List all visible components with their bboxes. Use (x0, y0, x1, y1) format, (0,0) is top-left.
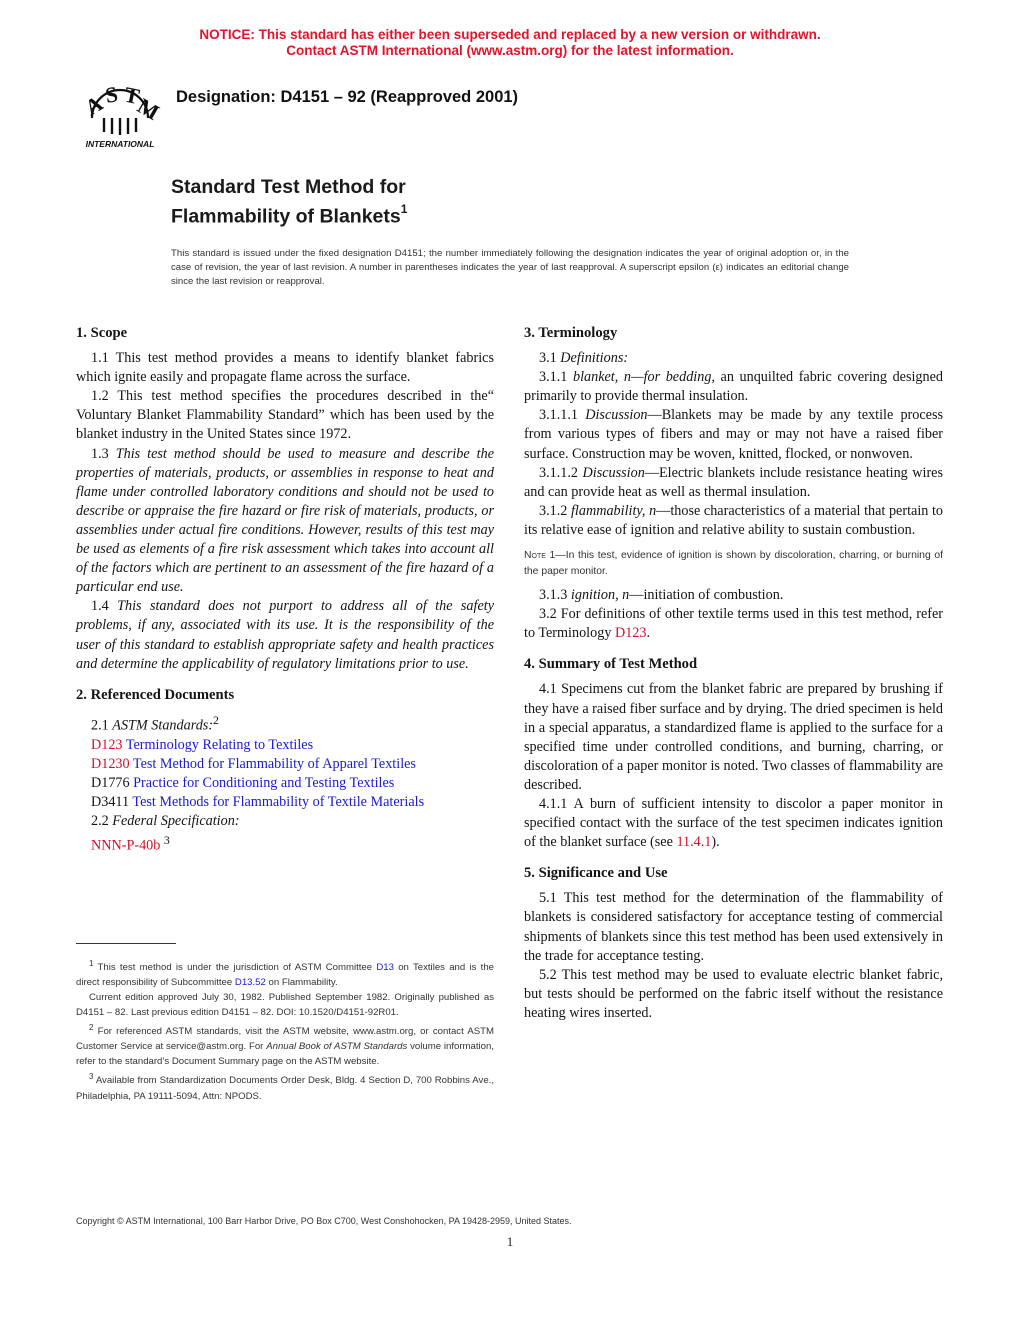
para-2-1: 2.1 ASTM Standards:$^2$ (91, 712, 219, 734)
link-11-4-1[interactable]: 11.4.1 (676, 834, 712, 851)
para-3-1-1-2: 3.1.1.2 Discussion—Electric blankets include resistance heating wires and can provide heat as well as thermal insulation. (524, 464, 944, 500)
para-1-3: 1.3 This test method should be used to measure and describe the properties of materials, products, or assemblies in response to heat and flame under controlled laboratory conditions and should not be used to describe or appraise the fire hazard or fire risk of materials, products, or assemblies under actual fire conditions. However, results of this test may be used as elements of a fire risk assessment which takes into account all of the factors which are pertinent to an assessment of the fire hazard of a particular end use. (76, 445, 495, 596)
ref-item-d123[interactable]: D123 Terminology Relating to Textiles (91, 736, 314, 753)
ref-item-d1230[interactable]: D1230 Test Method for Flammability of Apparel Textiles (91, 755, 416, 772)
section-5-heading: 5. Significance and Use (524, 865, 668, 882)
footnote-3: $^3$ Available from Standardization Documents Order Desk, Bldg. 4 Section D, 700 Robbins Ave., Philadelphia, PA 19111-5094, Attn: NPODS. (76, 1072, 494, 1102)
title-footnote-mark: 1 (400, 202, 408, 216)
section-1-heading: 1. Scope (76, 325, 128, 341)
notice-line-1: NOTICE: This standard has either been superseded and replaced by a new version or withdrawn. (199, 27, 821, 42)
page-number: 1 (506, 1234, 514, 1249)
issuance-paragraph: This standard is issued under the fixed designation D4151; the number immediately following the designation indicates the year of original adoption or, in the case of revision, the year of last revision. A number in parentheses indicates the year of last reapproval. A superscript epsilon (ε) indicates an editorial change since the last revision or reapproval. (171, 248, 849, 287)
para-4-1-1: 4.1.1 A burn of sufficient intensity to discolor a paper monitor in specified contact with the surface of the test specimen indicates ignition of the blanket surface (see 11.4.1). (524, 795, 943, 851)
title-line-2: Flammability of Blankets (171, 205, 401, 228)
ref-item-nnn-p-40b[interactable]: NNN-P-40b $^3$ (91, 833, 170, 854)
ref-item-d1776[interactable]: D1776 Practice for Conditioning and Testing Textiles (91, 774, 395, 791)
link-d13[interactable]: D13 (376, 962, 394, 974)
title-line-1: Standard Test Method for (171, 176, 406, 198)
ref-item-d3411[interactable]: D3411 Test Methods for Flammability of Textile Materials (91, 793, 425, 810)
footnotes (76, 956, 494, 1104)
para-1-2: 1.2 This test method specifies the procedures described in the“ Voluntary Blanket Flammability Standard” which has been used by the blanket industry in the United States since 1972. (76, 388, 494, 443)
svg-text:T: T (122, 81, 142, 110)
footnote-1-edition: Current edition approved July 30, 1982. Published September 1982. Originally published as D4151 – 82. Last previous edition D4151 – 82. DOI: 10.1520/D4151-92R01. (76, 992, 494, 1019)
copyright-line: Copyright © ASTM International, 100 Barr Harbor Drive, PO Box C700, West Conshohocken, PA 19428-2959, United States. (76, 1216, 572, 1226)
right-column (524, 324, 943, 1023)
svg-text:S: S (103, 81, 120, 108)
para-3-2: 3.2 For definitions of other textile terms used in this test method, refer to Terminology D123. (524, 606, 943, 642)
footnote-1: $^1$ This test method is under the jurisdiction of ASTM Committee D13 on Textiles and is the direct responsibility of Subcommittee D13.52 on Flammability. (76, 959, 494, 989)
para-3-1-1: 3.1.1 blanket, n—for bedding, an unquilted fabric covering designed primarily to provide thermal insulation. (524, 369, 944, 405)
section-2-heading: 2. Referenced Documents (76, 686, 235, 703)
para-4-1: 4.1 Specimens cut from the blanket fabric are prepared by brushing if they have a raised fiber surface and by drying. The dried specimen is held in a special apparatus, a standardized flame is applied to the surface for a specified time under controlled conditions, and burning, charring, or discoloration of a paper monitor is noted. Two classes of flammability are described. (524, 681, 943, 793)
para-3-1-3: 3.1.3 ignition, n—initiation of combustion. (539, 587, 784, 604)
logo-caption: INTERNATIONAL (85, 139, 155, 149)
para-5-1: 5.1 This test method for the determination of the flammability of blankets is considered satisfactory for acceptance testing of commercial shipments of blankets since this test method has been used extensively in the trade for acceptance testing. (524, 890, 943, 964)
para-1-4: 1.4 This standard does not purport to address all of the safety problems, if any, associated with its use. It is the responsibility of the user of this standard to establish appropriate safety and health practices and determine the applicability of regulatory limitations prior to use. (76, 598, 494, 672)
notice-line-2: Contact ASTM International (www.astm.org) for the latest information. (286, 43, 734, 58)
para-5-2: 5.2 This test method may be used to evaluate electric blanket fabric, but tests should be performed on the fabric itself without the resistance heating wires inserted. (524, 966, 943, 1021)
section-3-heading: 3. Terminology (524, 325, 618, 341)
note-1: Note 1—In this test, evidence of ignition is shown by discoloration, charring, or burning of the paper monitor. (524, 550, 944, 578)
section-4-heading: 4. Summary of Test Method (524, 656, 698, 673)
superseded-notice (0, 27, 1020, 59)
footnote-2: $^2$ For referenced ASTM standards, visit the ASTM website, www.astm.org, or contact ASTM Customer Service at service@astm.org. For Annual Book of ASTM Standards volume information, refer to the standard’s Document Summary page on the ASTM website. (76, 1023, 495, 1068)
para-3-1-1-1: 3.1.1.1 Discussion—Blankets may be made by any textile process from various types of fibers and may or may not have a raised fiber surface. Construction may be woven, knitted, flocked, or nonwoven. (524, 407, 944, 462)
svg-text:A: A (80, 90, 107, 121)
designation: Designation: D4151 – 92 (Reapproved 2001) (176, 88, 519, 106)
para-1-1: 1.1 This test method provides a means to identify blanket fabrics which ignite easily and propagate flame across the surface. (76, 350, 494, 386)
svg-text:M: M (133, 92, 164, 125)
document-title (171, 175, 407, 229)
para-2-2: 2.2 Federal Specification: (91, 812, 240, 829)
para-3-1: 3.1 Definitions: (539, 350, 629, 367)
para-3-1-2: 3.1.2 flammability, n—those characteristics of a material that pertain to its relative ease of ignition and relative ability to sustain combustion. (524, 502, 943, 538)
link-d123[interactable]: D123 (614, 625, 647, 642)
left-column (76, 324, 494, 856)
footnote-divider (76, 943, 176, 944)
link-d13-52[interactable]: D13.52 (234, 977, 266, 989)
astm-logo (76, 72, 164, 152)
